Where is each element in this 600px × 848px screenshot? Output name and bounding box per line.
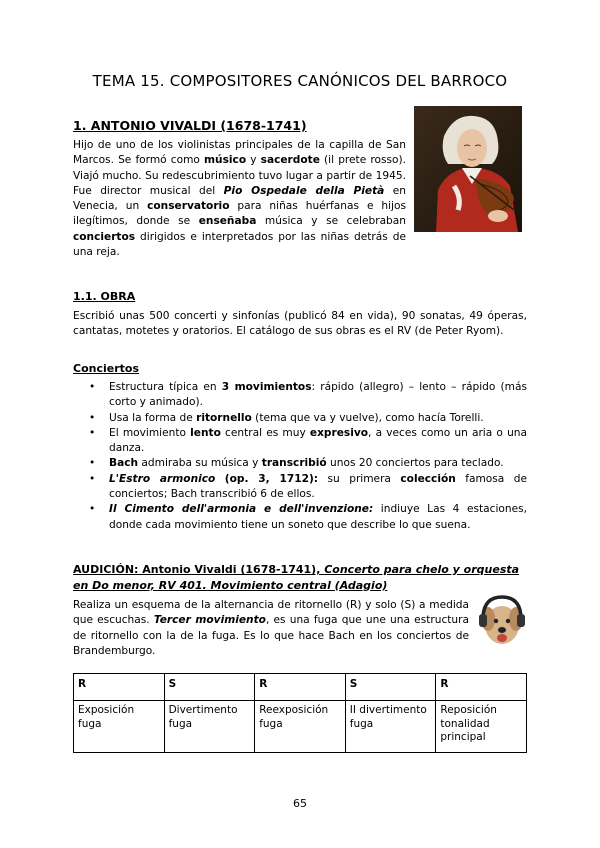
table-cell: Reexposición fuga: [255, 701, 346, 753]
section-heading-vivaldi: 1. ANTONIO VIVALDI (1678-1741): [73, 118, 307, 133]
conciertos-subheading: Conciertos: [73, 362, 139, 375]
list-item: • L'Estro armonico (op. 3, 1712): su primera colección famosa de conciertos; Bach transcribió 6 de ellos.: [73, 472, 527, 503]
table-header-cell: R: [255, 674, 346, 701]
table-header-row: [74, 674, 527, 701]
table-cell: II divertimento fuga: [345, 701, 436, 753]
table-header-cell: R: [74, 674, 165, 701]
page-title: TEMA 15. COMPOSITORES CANÓNICOS DEL BARROCO: [92, 72, 508, 90]
audicion-paragraph: Realiza un esquema de la alternancia de ritornello (R) y solo (S) a medida que escuchas. Tercer movimiento, es una fuga que une una estructura de ritornello con la de la fuga. Es lo que hace Bach en los conciertos de Brandemburgo.: [73, 599, 469, 657]
section-heading-obra: 1.1. OBRA: [73, 290, 136, 303]
list-item: • Bach admiraba su música y transcribió unos 20 conciertos para teclado.: [73, 456, 527, 471]
conciertos-list: [73, 380, 527, 533]
obra-paragraph: Escribió unas 500 concerti y sinfonías (publicó 84 en vida), 90 sonatas, 49 óperas, cantatas, motetes y oratorios. El catálogo de sus obras es el RV (de Peter Ryom).: [73, 310, 527, 338]
table-header-cell: S: [345, 674, 436, 701]
list-item: • Il Cimento dell'armonia e dell'invenzione: indiuye Las 4 estaciones, donde cada movimiento tiene un soneto que describe lo que suena.: [73, 502, 527, 533]
page-number: 65: [293, 797, 307, 810]
table-header-cell: S: [164, 674, 255, 701]
audicion-heading: AUDICIÓN: Antonio Vivaldi (1678-1741), Concerto para chelo y orquesta en Do menor, RV 401. Movimiento central (Adagio): [73, 563, 520, 592]
table-row: [74, 701, 527, 753]
ritornello-table: [73, 673, 527, 753]
dog-with-headphones-image: [476, 593, 528, 649]
list-item: • Usa la forma de ritornello (tema que va y vuelve), como hacía Torelli.: [73, 411, 527, 426]
table-cell: Divertimento fuga: [164, 701, 255, 753]
list-item: • El movimiento lento central es muy expresivo, a veces como un aria o una danza.: [73, 426, 527, 457]
table-cell: Exposición fuga: [74, 701, 165, 753]
table-cell: Reposición tonalidad principal: [436, 701, 527, 753]
vivaldi-bio-paragraph: Hijo de uno de los violinistas principales de la capilla de San Marcos. Se formó como músico y sacerdote (il prete rosso). Viajó mucho. Su redescubrimiento tuvo lugar a partir de 1945. Fue director musical del Pio Ospedale della Pietà en Venecia, un conservatorio para niñas huérfanas e hijos ilegítimos, donde se enseñaba música y se celebraban conciertos dirigidos e interpretados por las niñas detrás de una reja.: [73, 139, 407, 259]
table-header-cell: R: [436, 674, 527, 701]
vivaldi-portrait-image: [414, 106, 522, 232]
list-item: • Estructura típica en 3 movimientos: rápido (allegro) – lento – rápido (más corto y animado).: [73, 380, 527, 411]
